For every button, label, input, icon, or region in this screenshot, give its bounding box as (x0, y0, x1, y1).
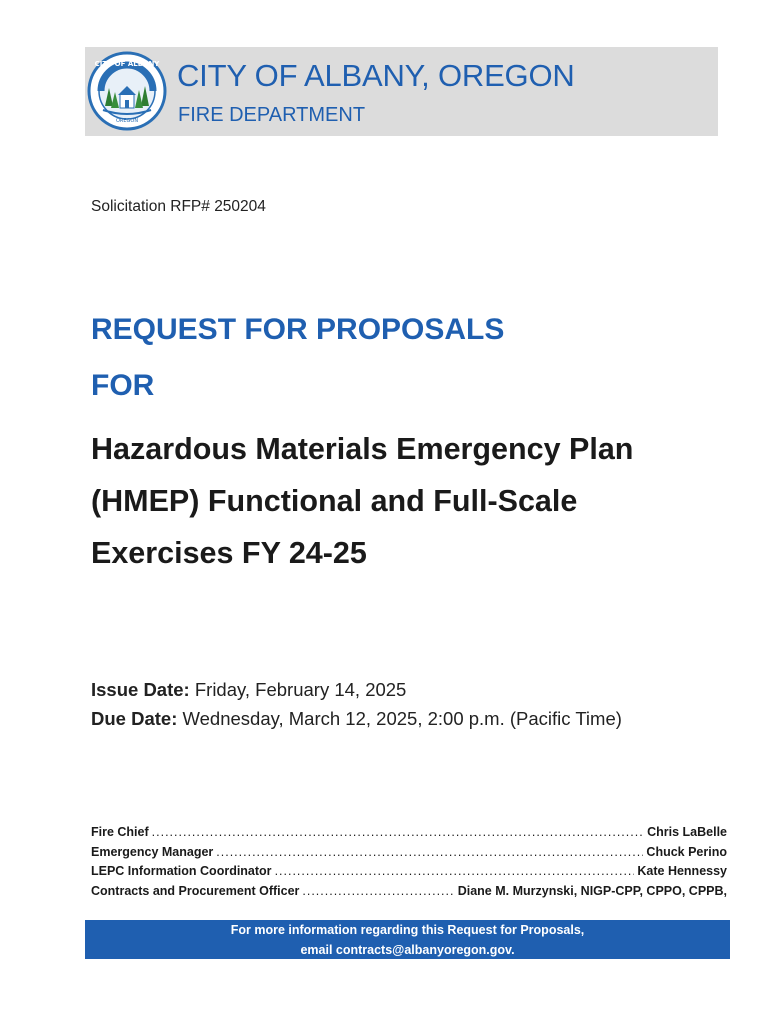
contact-row (91, 864, 727, 884)
svg-text:OREGON: OREGON (115, 118, 139, 124)
leader-dots (152, 825, 644, 839)
contact-name: Diane M. Murzynski, NIGP-CPP, CPPO, CPPB, (457, 883, 727, 898)
issue-date-label: Issue Date: (91, 679, 190, 700)
contact-role: Emergency Manager (91, 844, 214, 859)
city-seal-logo (87, 50, 167, 132)
contacts-list (91, 825, 727, 903)
contact-row (91, 845, 727, 865)
leader-dots (216, 845, 643, 859)
leader-dots (275, 864, 635, 878)
project-title (91, 423, 731, 579)
contact-role: Contracts and Procurement Officer (91, 883, 300, 898)
issue-date-value: Friday, February 14, 2025 (189, 679, 407, 700)
contact-name: Chuck Perino (646, 844, 727, 859)
leader-dots (302, 884, 454, 898)
project-title-line: (HMEP) Functional and Full-Scale (91, 484, 578, 518)
solicitation-number: Solicitation RFP# 250204 (91, 198, 266, 215)
contact-row (91, 825, 727, 845)
project-title-line: Exercises FY 24-25 (91, 536, 367, 570)
svg-text:CITY OF ALBANY: CITY OF ALBANY (94, 60, 160, 68)
department-name: FIRE DEPARTMENT (178, 104, 366, 126)
contact-role: LEPC Information Coordinator (91, 864, 272, 878)
organization-title: CITY OF ALBANY, OREGON (177, 58, 575, 93)
banner-email-line[interactable]: email contracts@albanyoregon.gov. (300, 943, 515, 957)
contact-role: Fire Chief (91, 825, 149, 839)
issue-date (91, 679, 406, 701)
contact-name: Chris LaBelle (647, 825, 727, 839)
contact-row (91, 884, 727, 904)
rfp-heading-for: FOR (91, 369, 155, 402)
due-date-label: Due Date: (91, 708, 178, 729)
due-date-value: Wednesday, March 12, 2025, 2:00 p.m. (Pacific Time) (177, 708, 622, 729)
due-date (91, 708, 622, 730)
contact-info-banner (85, 920, 730, 959)
banner-line: For more information regarding this Request for Proposals, (230, 923, 585, 937)
contact-name: Kate Hennessy (637, 864, 727, 878)
rfp-heading: REQUEST FOR PROPOSALS (91, 313, 505, 346)
project-title-line: Hazardous Materials Emergency Plan (91, 432, 634, 466)
